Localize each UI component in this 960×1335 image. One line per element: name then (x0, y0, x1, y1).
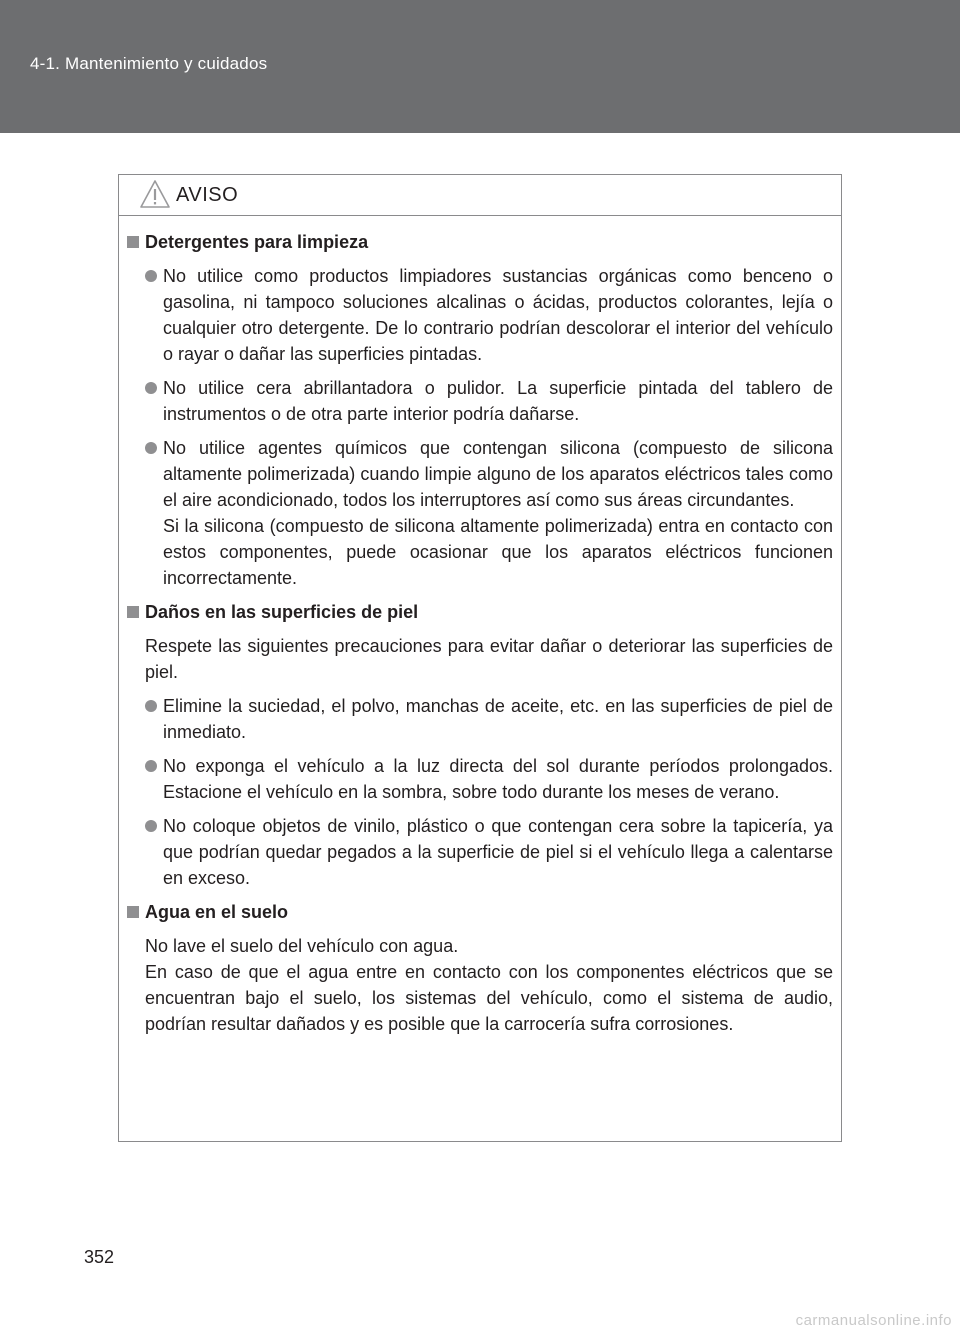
bullet-text: Elimine la suciedad, el polvo, manchas de aceite, etc. en las superficies de piel de inmediato. (163, 696, 833, 742)
paragraph-line: No lave el suelo del vehículo con agua. (145, 936, 459, 956)
list-item (125, 375, 833, 427)
bullet-dot-icon (145, 382, 157, 394)
warning-body (125, 229, 833, 1045)
list-item (125, 813, 833, 891)
section-heading: Detergentes para limpieza (125, 229, 833, 255)
bullet-text: No utilice agentes químicos que contengan silicona (compuesto de silicona altamente polimerizada) cuando limpie alguno de los aparatos eléctricos tales como el aire acondicionado, todos los interruptores así como sus áreas circundantes. (163, 438, 833, 510)
list-item (125, 753, 833, 805)
watermark: carmanualsonline.info (795, 1312, 952, 1329)
paragraph-line: En caso de que el agua entre en contacto con los componentes eléctricos que se encuentran bajo el suelo, los sistemas del vehículo, como el sistema de audio, podrían resultar dañados y es posible que la carrocería sufra corrosiones. (145, 962, 833, 1034)
bullet-text: No exponga el vehículo a la luz directa del sol durante períodos prolongados. Estacione el vehículo en la sombra, sobre todo durante los meses de verano. (163, 756, 833, 802)
bullet-text: No utilice cera abrillantadora o pulidor. La superficie pintada del tablero de instrumentos o de otra parte interior podría dañarse. (163, 378, 833, 424)
section-heading: Daños en las superficies de piel (125, 599, 833, 625)
warning-title: AVISO (176, 184, 239, 206)
warning-triangle-icon (139, 179, 171, 209)
bullet-dot-icon (145, 270, 157, 282)
section-paragraph (125, 933, 833, 1037)
page-number: 352 (84, 1247, 115, 1267)
list-item (125, 435, 833, 591)
page-header (0, 0, 960, 133)
warning-header (119, 175, 841, 216)
bullet-text: Si la silicona (compuesto de silicona altamente polimerizada) entra en contacto con estos componentes, puede ocasionar que los aparatos eléctricos funcionen incorrectamente. (163, 516, 833, 588)
list-item (125, 693, 833, 745)
bullet-dot-icon (145, 760, 157, 772)
warning-box (118, 174, 842, 1142)
bullet-dot-icon (145, 442, 157, 454)
list-item (125, 263, 833, 367)
section-intro: Respete las siguientes precauciones para evitar dañar o deteriorar las superficies de piel. (145, 636, 833, 682)
bullet-dot-icon (145, 820, 157, 832)
bullet-text: No utilice como productos limpiadores sustancias orgánicas como benceno o gasolina, ni tampoco soluciones alcalinas o ácidas, productos colorantes, lejía o cualquier otro detergente. De lo contrario podrían descolorar el interior del vehículo o rayar o dañar las superficies pintadas. (163, 266, 833, 364)
bullet-dot-icon (145, 700, 157, 712)
bullet-text: No coloque objetos de vinilo, plástico o que contengan cera sobre la tapicería, ya que podrían quedar pegados a la superficie de piel si el vehículo llega a calentarse en exceso. (163, 816, 833, 888)
section-heading: Agua en el suelo (125, 899, 833, 925)
section-title: 4-1. Mantenimiento y cuidados (30, 54, 268, 73)
